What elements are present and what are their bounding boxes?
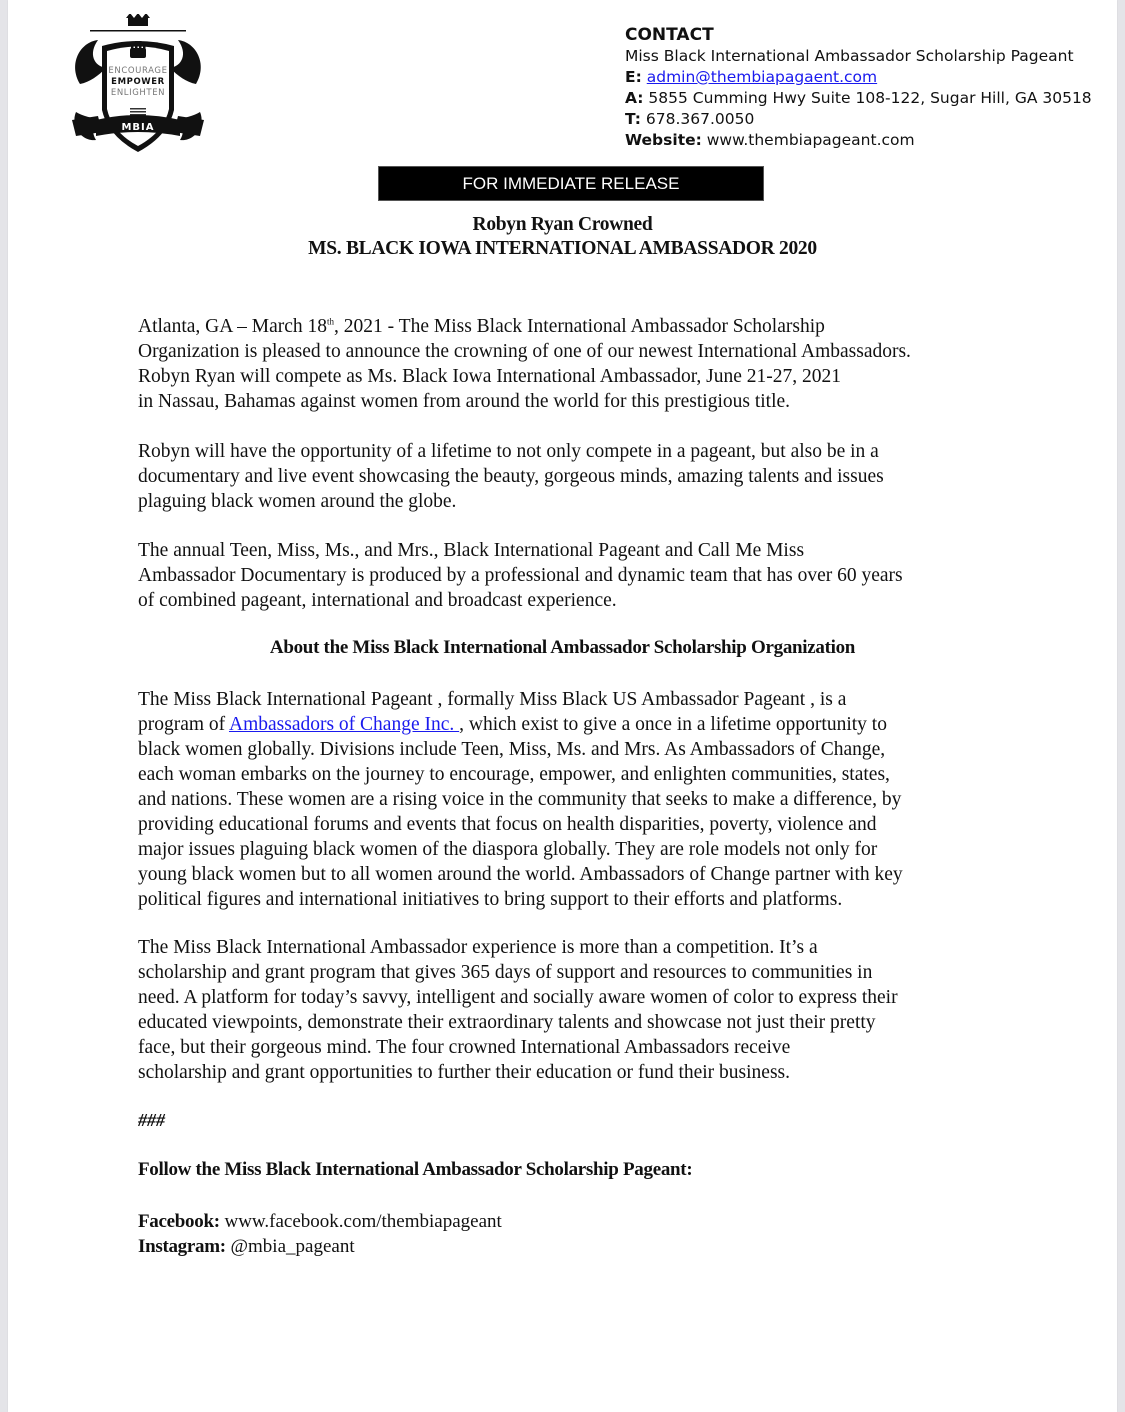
crest-icon [68, 14, 208, 159]
text-line: black women globally. Divisions include Teen, Miss, Ms. and Mrs. As Ambassadors of Change, [138, 739, 886, 760]
text-line: face, but their gorgeous mind. The four crowned International Ambassadors receive [138, 1037, 791, 1058]
text-line: Robyn Ryan will compete as Ms. Black Iowa International Ambassador, June 21-27, 2021 [138, 366, 842, 387]
ordinal-suffix: th [327, 316, 335, 327]
contact-email-row [625, 67, 1092, 88]
contact-phone-row [625, 109, 1092, 130]
website-value: www.thembiapageant.com [706, 131, 915, 149]
text-line: Organization is pleased to announce the crowning of one of our newest International Ambassadors. [138, 341, 911, 362]
text-line: The annual Teen, Miss, Ms., and Mrs., Black International Pageant and Call Me Miss [138, 540, 805, 561]
svg-text:EMPOWER: EMPOWER [111, 77, 165, 87]
text-line: plaguing black women around the globe. [138, 491, 457, 512]
about-section-title: About the Miss Black International Ambassador Scholarship Organization [269, 637, 856, 658]
text-line: scholarship and grant program that gives 365 days of support and resources to communities in [138, 962, 873, 983]
contact-block [625, 25, 1092, 151]
text-line: young black women but to all women around the world. Ambassadors of Change partner with key [138, 864, 903, 885]
contact-heading: CONTACT [625, 25, 714, 45]
instagram-label: Instagram: [138, 1236, 226, 1257]
mbia-crest-logo [68, 14, 208, 159]
text-line: major issues plaguing black women of the diaspora globally. They are role models not only for [138, 839, 878, 860]
text-line: of combined pageant, international and broadcast experience. [138, 590, 617, 611]
facebook-row [138, 1209, 502, 1234]
text-line [138, 712, 1018, 737]
svg-text:ENLIGHTEN: ENLIGHTEN [110, 88, 166, 98]
text-line: and nations. These women are a rising voice in the community that seeks to make a difference, by [138, 789, 902, 810]
paragraph-announcement [138, 314, 1018, 414]
text-line: each woman embarks on the journey to encourage, empower, and enlighten communities, states, [138, 764, 890, 785]
text-fragment: program of [138, 714, 229, 735]
text-line: providing educational forums and events that focus on health disparities, poverty, violence and [138, 814, 877, 835]
phone-label: T: [625, 110, 641, 128]
dateline [138, 314, 1018, 339]
address-label: A: [625, 89, 644, 107]
text-line: scholarship and grant opportunities to further their education or fund their business. [138, 1062, 791, 1083]
text-line: Robyn will have the opportunity of a lifetime to not only compete in a pageant, but also be in a [138, 441, 879, 462]
contact-website-row [625, 130, 1092, 151]
svg-text:ENCOURAGE: ENCOURAGE [108, 66, 168, 76]
text-line: in Nassau, Bahamas against women from around the world for this prestigious title. [138, 391, 791, 412]
social-links [138, 1209, 502, 1259]
text-line: political figures and international initiatives to bring support to their efforts and platforms. [138, 889, 843, 910]
website-label: Website: [625, 131, 702, 149]
paragraph-opportunity [138, 439, 1018, 514]
text-line: The Miss Black International Ambassador experience is more than a competition. It’s a [138, 937, 818, 958]
paragraph-about [138, 687, 1018, 912]
dateline-text: Atlanta, GA – March 18 [138, 316, 328, 337]
follow-heading: Follow the Miss Black International Ambassador Scholarship Pageant: [138, 1159, 693, 1180]
release-banner: FOR IMMEDIATE RELEASE [378, 166, 764, 201]
document-page [8, 0, 1117, 1412]
contact-address-row [625, 88, 1092, 109]
paragraph-production [138, 538, 1018, 613]
headline-line2: MS. BLACK IOWA INTERNATIONAL AMBASSADOR 2020 [308, 238, 817, 259]
email-label: E: [625, 68, 642, 86]
text-line: need. A platform for today’s savvy, intelligent and socially aware women of color to express their [138, 987, 898, 1008]
headline-line1: Robyn Ryan Crowned [472, 214, 653, 235]
phone-value: 678.367.0050 [645, 110, 755, 128]
dateline-continuation: , 2021 - The Miss Black International Ambassador Scholarship [334, 316, 825, 337]
contact-organization: Miss Black International Ambassador Scholarship Pageant [625, 47, 1074, 65]
facebook-label: Facebook: [138, 1211, 220, 1232]
text-line: The Miss Black International Pageant , formally Miss Black US Ambassador Pageant , is a [138, 689, 847, 710]
ambassadors-of-change-link[interactable]: Ambassadors of Change Inc. [228, 714, 460, 735]
facebook-url: www.facebook.com/thembiapageant [219, 1211, 502, 1232]
end-marker: ### [138, 1110, 165, 1130]
text-line: Ambassador Documentary is produced by a professional and dynamic team that has over 60 years [138, 565, 903, 586]
text-line: documentary and live event showcasing the beauty, gorgeous minds, amazing talents and issues [138, 466, 884, 487]
instagram-handle: @mbia_pageant [225, 1236, 355, 1257]
instagram-row [138, 1234, 502, 1259]
email-link[interactable]: admin@thembiapagaent.com [646, 68, 878, 86]
text-fragment: , which exist to give a once in a lifetime opportunity to [459, 714, 887, 735]
svg-text:MBIA: MBIA [121, 122, 155, 133]
address-value: 5855 Cumming Hwy Suite 108-122, Sugar Hill, GA 30518 [648, 89, 1092, 107]
text-line: educated viewpoints, demonstrate their extraordinary talents and showcase not just their pretty [138, 1012, 876, 1033]
paragraph-experience [138, 935, 1018, 1085]
